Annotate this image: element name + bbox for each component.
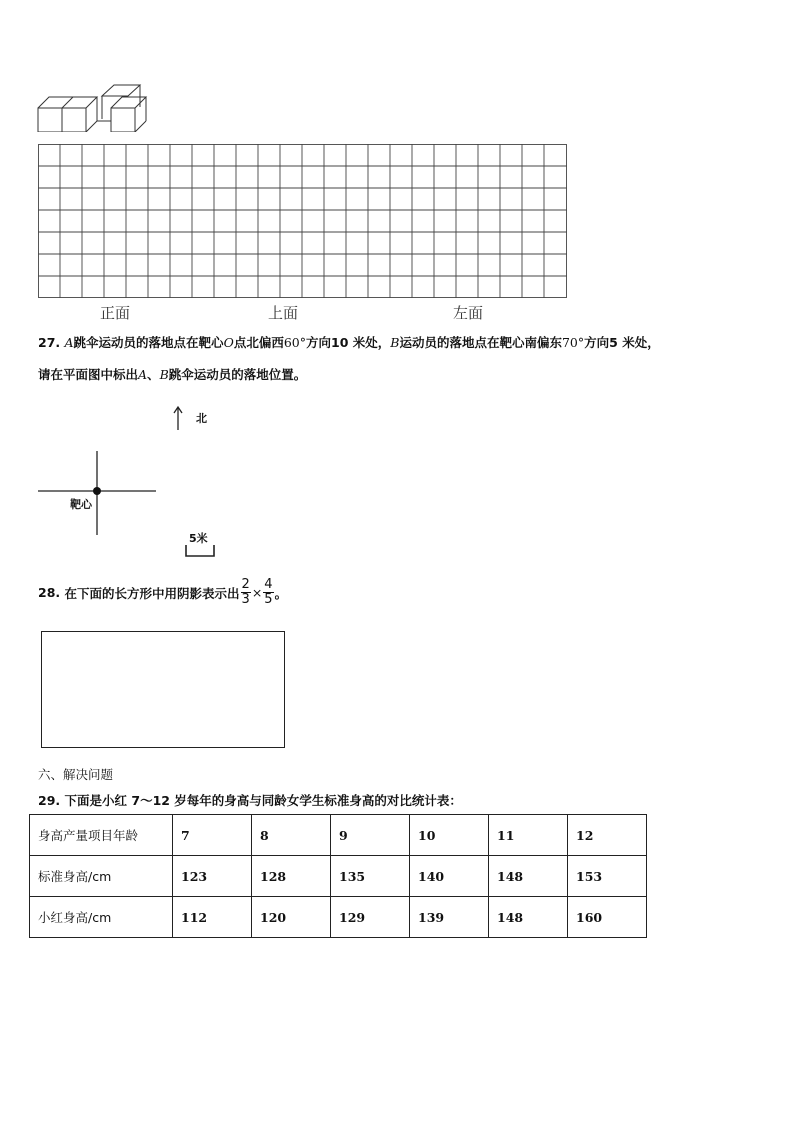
- var-a: A: [64, 335, 74, 350]
- question-number: 27.: [38, 335, 61, 350]
- table-row: [30, 897, 647, 938]
- height-comparison-table: [29, 814, 647, 938]
- shading-rectangle[interactable]: [41, 631, 285, 748]
- age-cell: 8: [252, 815, 331, 856]
- value-cell: 135: [331, 856, 410, 897]
- cube-arrangement-figure: [36, 82, 156, 132]
- value-cell: 120: [252, 897, 331, 938]
- section-heading: 六、解决问题: [38, 767, 114, 782]
- row-label: 小红身高/cm: [30, 897, 173, 938]
- age-cell: 7: [173, 815, 252, 856]
- value-cell: 160: [568, 897, 647, 938]
- var-o: O: [223, 335, 234, 350]
- text: 请在平面图中标出: [38, 367, 139, 382]
- target-plan-diagram[interactable]: [36, 400, 236, 570]
- text: 米处，: [352, 335, 391, 350]
- angle-2: 70°: [561, 335, 585, 350]
- age-cell: 9: [331, 815, 410, 856]
- value-cell: 129: [331, 897, 410, 938]
- value-cell: 123: [173, 856, 252, 897]
- value-cell: 128: [252, 856, 331, 897]
- table-header-cell: 身高产量项目年龄: [30, 815, 173, 856]
- text: 、: [147, 367, 160, 382]
- north-label: 北: [196, 412, 207, 425]
- fraction-4-5: [263, 578, 273, 607]
- target-center-dot: [93, 487, 101, 495]
- value-cell: 148: [489, 897, 568, 938]
- label-top-view: 上面: [268, 304, 299, 322]
- question-29: [38, 791, 462, 809]
- question-27-line2: [38, 365, 306, 383]
- label-front-view: 正面: [100, 304, 131, 322]
- denominator: 5: [264, 592, 273, 607]
- text: 跳伞运动员的落地位置。: [168, 367, 307, 382]
- var-a: A: [138, 367, 148, 382]
- row-label: 标准身高/cm: [30, 856, 173, 897]
- text: 运动员的落地点在靶心南偏东: [399, 335, 562, 350]
- text: 方向: [305, 335, 331, 350]
- numerator: 2: [241, 577, 250, 592]
- age-cell: 10: [410, 815, 489, 856]
- denominator: 3: [241, 592, 250, 607]
- table-row: [30, 856, 647, 897]
- numerator: 4: [264, 577, 273, 592]
- label-left-view: 左面: [453, 304, 484, 322]
- distance-1: 10: [331, 335, 349, 350]
- age-cell: 11: [489, 815, 568, 856]
- text: 跳伞运动员的落地点在靶心: [73, 335, 224, 350]
- value-cell: 139: [410, 897, 489, 938]
- text: 点北偏西: [233, 335, 284, 350]
- var-b: B: [159, 367, 169, 382]
- value-cell: 140: [410, 856, 489, 897]
- question-27-line1: [38, 333, 660, 351]
- distance-2: 5: [609, 335, 618, 350]
- text: 下面是小红 7～12 岁每年的身高与同龄女学生标准身高的对比统计表：: [64, 793, 462, 808]
- target-center-label: 靶心: [70, 498, 92, 511]
- text: 在下面的长方形中用阴影表示出: [64, 585, 240, 601]
- drawing-grid[interactable]: [38, 144, 567, 298]
- text: 方向: [584, 335, 610, 350]
- value-cell: 112: [173, 897, 252, 938]
- value-cell: 153: [568, 856, 647, 897]
- angle-1: 60°: [283, 335, 306, 350]
- question-number: 28.: [38, 585, 61, 600]
- table-row-header: [30, 815, 647, 856]
- scale-label: 5米: [189, 532, 208, 545]
- text: 。: [274, 585, 288, 601]
- question-28: [38, 578, 287, 607]
- fraction-2-3: [241, 578, 251, 607]
- times-sign: ×: [251, 585, 263, 600]
- text: 米处，: [622, 335, 660, 350]
- age-cell: 12: [568, 815, 647, 856]
- var-b: B: [390, 335, 400, 350]
- question-number: 29.: [38, 793, 61, 808]
- value-cell: 148: [489, 856, 568, 897]
